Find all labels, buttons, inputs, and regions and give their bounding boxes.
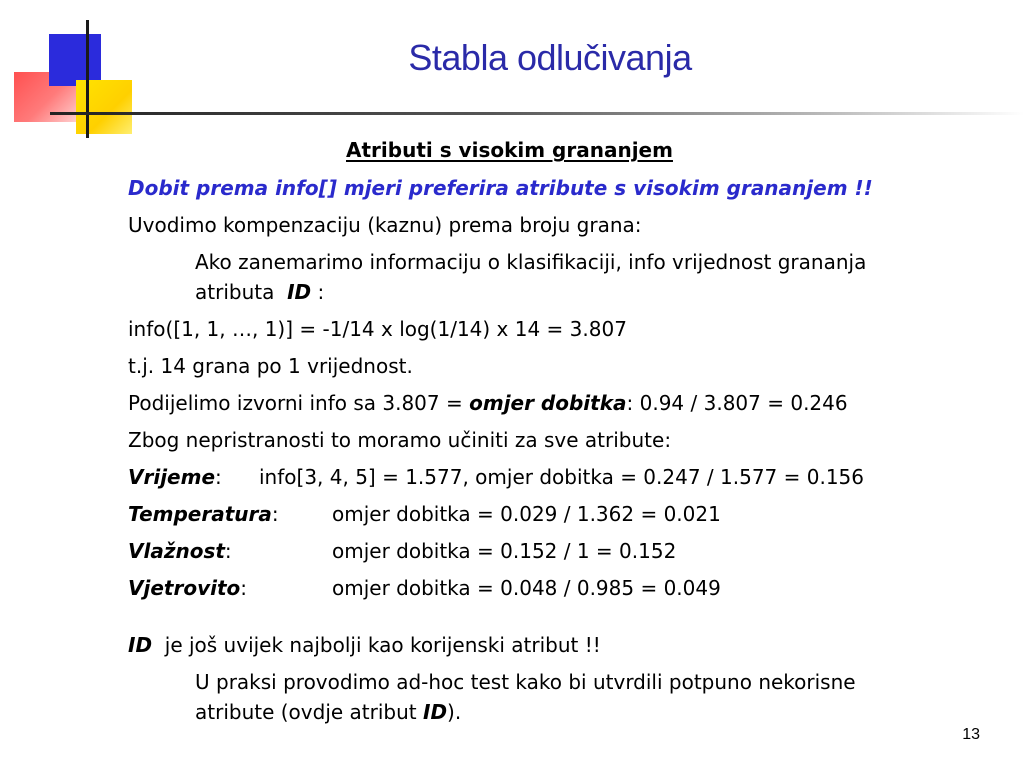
best-attr-line	[128, 633, 601, 657]
attr-name: Vrijeme	[128, 465, 216, 489]
practice-line-2-prefix: atribute (ovdje atribut	[195, 700, 417, 724]
practice-line-2	[195, 700, 461, 724]
divide-line	[128, 391, 848, 415]
section-heading: Atributi s visokim grananjem	[346, 138, 673, 162]
divide-prefix: Podijelimo izvorni info sa 3.807 =	[128, 391, 463, 415]
best-attr-suffix: je još uvijek najbolji kao korijenski atribut !!	[164, 633, 601, 657]
attr-row-vjetrovito	[128, 576, 247, 600]
ignore-line-2-colon: :	[317, 280, 325, 304]
divide-suffix: : 0.94 / 3.807 = 0.246	[626, 391, 848, 415]
attr-id-term: ID	[287, 280, 312, 304]
attr-value-vlaznost: omjer dobitka = 0.152 / 1 = 0.152	[332, 539, 677, 563]
attr-name: Vjetrovito	[128, 576, 241, 600]
practice-attr-id: ID	[423, 700, 448, 724]
attr-name: Vlažnost	[128, 539, 225, 563]
attr-value-vjetrovito: omjer dobitka = 0.048 / 0.985 = 0.049	[332, 576, 721, 600]
attr-sep: :	[224, 539, 232, 563]
attr-sep: :	[215, 465, 222, 489]
attr-row-vlaznost	[128, 539, 232, 563]
page-number: 13	[962, 726, 980, 743]
attr-value-temperatura: omjer dobitka = 0.029 / 1.362 = 0.021	[332, 502, 721, 526]
slide-title: Stabla odlučivanja	[408, 37, 692, 78]
ignore-line-2	[195, 280, 324, 304]
ignore-line-1: Ako zanemarimo informaciju o klasifikaciji, info vrijednost grananja	[195, 250, 867, 274]
attr-sep: :	[271, 502, 279, 526]
attr-row-temperatura	[128, 502, 279, 526]
attr-value-vrijeme: info[3, 4, 5] = 1.577, omjer dobitka = 0.247 / 1.577 = 0.156	[259, 465, 864, 489]
ignore-line-2-prefix: atributa	[195, 280, 275, 304]
practice-line-1: U praksi provodimo ad-hoc test kako bi utvrdili potpuno nekorisne	[195, 670, 856, 694]
attr-name: Temperatura	[128, 502, 272, 526]
blue-statement: Dobit prema info[] mjeri preferira atribute s visokim grananjem !!	[128, 176, 873, 200]
formula-line: info([1, 1, …, 1)] = -1/14 x log(1/14) x 14 = 3.807	[128, 317, 627, 341]
te-line: t.j. 14 grana po 1 vrijednost.	[128, 354, 413, 378]
intro-line: Uvodimo kompenzaciju (kaznu) prema broju grana:	[128, 213, 642, 237]
gain-ratio-term: omjer dobitka	[469, 391, 627, 415]
practice-line-2-suffix: ).	[447, 700, 462, 724]
attr-row-vrijeme	[128, 465, 222, 489]
best-attr-id: ID	[128, 633, 153, 657]
bias-line: Zbog nepristranosti to moramo učiniti za sve atribute:	[128, 428, 672, 452]
attr-sep: :	[240, 576, 248, 600]
